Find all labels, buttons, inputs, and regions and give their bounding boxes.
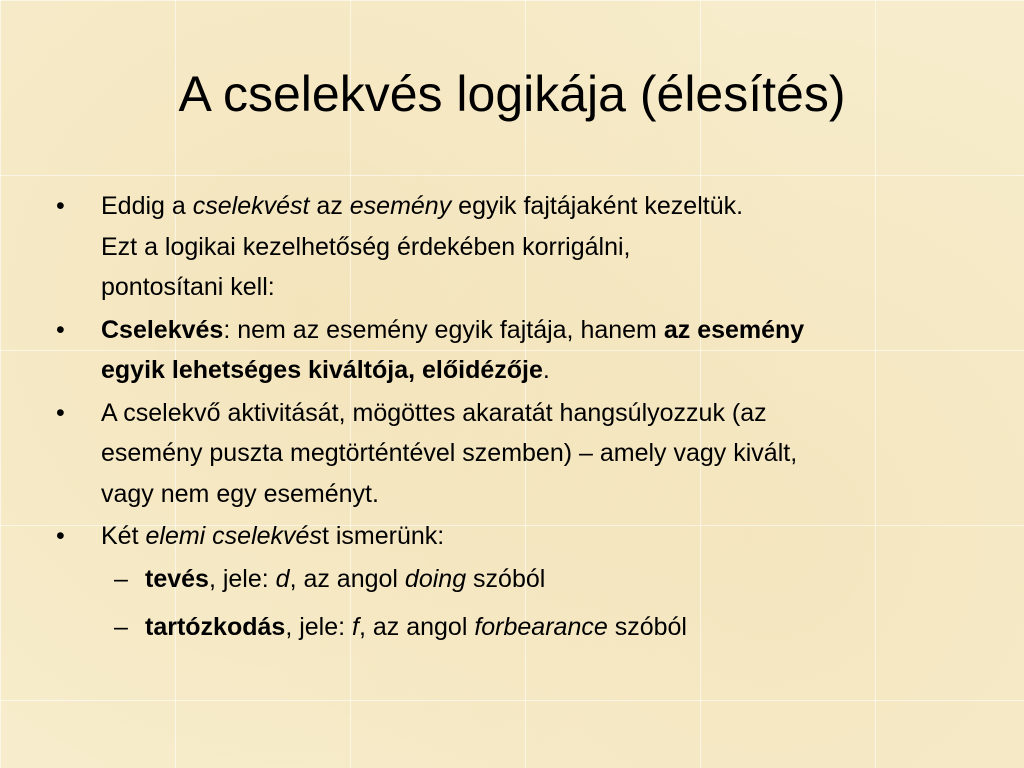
sub-bullet-line xyxy=(145,607,986,648)
text: Két xyxy=(101,522,146,550)
bullet-marker: • xyxy=(56,398,65,427)
text-italic: esemény xyxy=(349,192,452,220)
bullet-item xyxy=(56,186,986,308)
text-bold: tevés xyxy=(145,564,209,593)
bullet-line xyxy=(101,350,986,391)
bullet-item xyxy=(56,310,986,391)
bullet-line: A cselekvő aktivitását, mögöttes akaratát hangsúlyozzuk (az xyxy=(101,398,767,427)
bullet-line: esemény puszta megtörténtével szemben) – amely vagy kivált, xyxy=(101,439,798,467)
text: az xyxy=(309,192,350,220)
text-italic: f xyxy=(352,613,359,641)
text-italic: cselekvést xyxy=(192,192,310,220)
bullet-line: Ezt a logikai kezelhetőség érdekében korrigálni, xyxy=(101,232,631,261)
text: . xyxy=(542,356,550,384)
dash-marker: – xyxy=(114,564,128,593)
text: , az angol xyxy=(289,564,405,593)
text-bold: az esemény xyxy=(663,315,805,344)
bullet-line xyxy=(101,310,986,351)
text-italic: elemi cselekvés xyxy=(145,522,322,550)
text-bold: tartózkodás xyxy=(145,613,286,641)
sub-bullet-item xyxy=(56,607,986,648)
slide-content xyxy=(56,186,986,656)
text: , az angol xyxy=(358,613,475,641)
bullet-line: vagy nem egy eseményt. xyxy=(101,479,379,508)
text: : nem az esemény egyik fajtája, hanem xyxy=(223,315,664,344)
text-bold: Cselekvés xyxy=(101,315,224,344)
text: , jele: xyxy=(285,613,353,641)
bullet-line xyxy=(101,186,986,227)
sub-bullet-line xyxy=(145,559,986,600)
text: , jele: xyxy=(208,564,276,593)
text-italic: forbearance xyxy=(474,613,608,641)
text: egyik fajtájaként kezeltük. xyxy=(451,192,744,220)
text-bold: egyik lehetséges kiváltója, előidézője xyxy=(101,356,543,384)
bullet-marker: • xyxy=(56,522,65,550)
sub-bullet-item xyxy=(56,559,986,600)
text: Eddig a xyxy=(101,192,193,220)
slide-title: A cselekvés logikája (élesítés) xyxy=(178,66,846,122)
text: szóból xyxy=(607,613,687,641)
text: t ismerünk: xyxy=(321,522,445,550)
bullet-line: pontosítani kell: xyxy=(101,273,275,301)
text-italic: d xyxy=(275,564,290,593)
bullet-item xyxy=(56,393,986,515)
text-italic: doing xyxy=(404,564,467,593)
bullet-line xyxy=(101,516,986,557)
bullet-marker: • xyxy=(56,192,65,220)
bullet-marker: • xyxy=(56,315,65,344)
dash-marker: – xyxy=(114,613,128,641)
bullet-item xyxy=(56,516,986,557)
text: szóból xyxy=(466,564,546,593)
